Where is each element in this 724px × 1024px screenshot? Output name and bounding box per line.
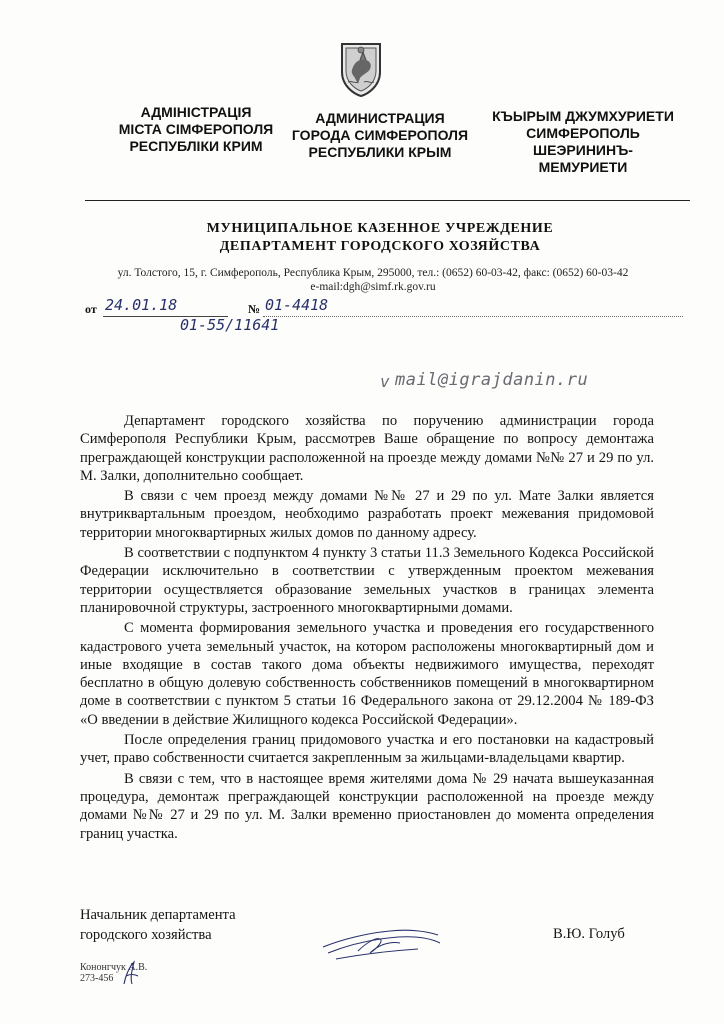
registration-block [85, 296, 685, 336]
header-right-line: МЕМУРИЕТИ [538, 159, 628, 175]
header-right-line: ШЕЭРИНИНЪ- [533, 142, 633, 158]
signatory-title [80, 905, 236, 945]
institution-line: ДЕПАРТАМЕНТ ГОРОДСКОГО ХОЗЯЙСТВА [219, 239, 541, 254]
number-label: № [248, 302, 261, 316]
registration-date: 24.01.18 [105, 296, 178, 314]
recipient-mark: v [380, 372, 390, 391]
header-center-line: ГОРОДА СИМФЕРОПОЛЯ [291, 127, 469, 143]
coat-of-arms-emblem [338, 40, 384, 98]
address-line: ул. Толстого, 15, г. Симферополь, Республика Крым, 295000, тел.: (0652) 60-03-42, факс: (0652) 60-03-42 [117, 267, 629, 279]
header-left [96, 104, 296, 155]
institution-line: МУНИЦИПАЛЬНОЕ КАЗЕННОЕ УЧРЕЖДЕНИЕ [206, 221, 554, 236]
header-right [478, 108, 688, 176]
registration-number: 01-4418 [265, 296, 329, 314]
paragraph: После определения границ придомового участка и его постановки на кадастровый учет, право собственности считается закрепленным за жильцами-владельцами квартир. [80, 732, 654, 767]
date-underline [103, 316, 228, 317]
header-right-line: СИМФЕРОПОЛЬ [526, 125, 640, 141]
paragraph: С момента формирования земельного участка и проведения его государственного кадастрового учета земельный участок, на котором расположены многоквартирный дом и иные входящие в состав такого дома объекты недвижимого имущества, переходят бесплатно в общую долевую собственность собственников помещений в многоквартирном доме в соответствии с пунктом 5 статьи 16 Федерального закона от 29.12.2004 № 189-ФЗ «О введении в действие Жилищного кодекса Российской Федерации». [80, 620, 654, 728]
executor-phone: 273-456 [80, 973, 114, 984]
institution-name [150, 220, 610, 256]
registration-ref: 01-55/11641 [180, 316, 280, 334]
header-divider [85, 200, 690, 201]
header-left-line: МІСТА СІМФЕРОПОЛЯ [118, 121, 274, 137]
number-underline [263, 316, 683, 317]
header-left-line: РЕСПУБЛІКИ КРИМ [129, 138, 263, 154]
paragraph: В связи с тем, что в настоящее время жителями дома № 29 начата вышеуказанная процедура, демонтаж преграждающей конструкции расположенной на проезде между домами №№ 27 и 29 по ул. М. Залки временно приостановлен до момента определения границ участка. [80, 770, 654, 842]
header-center [280, 110, 480, 161]
contact-address [88, 266, 658, 294]
header-center-line: РЕСПУБЛИКИ КРЫМ [308, 144, 452, 160]
signatory-name: В.Ю. Голуб [553, 926, 625, 942]
paragraph: В соответствии с подпунктом 4 пункту 3 статьи 11.3 Земельного Кодекса Российской Федерации исключительно в соответствии с утвержденным проектом межевания территории осуществляется образование земельных участков в границах элемента планировочной структуры, застроенного многоквартирными домами. [80, 545, 654, 616]
header-center-line: АДМИНИСТРАЦИЯ [315, 110, 445, 126]
paragraph: Департамент городского хозяйства по поручению администрации города Симферополя Республики Крым, рассмотрев Ваше обращение по вопросу демонтажа преграждающей конструкции расположенной на проезде между домами №№ 27 и 29 по ул. М. Залки, дополнительно сообщает. [80, 413, 654, 484]
header-right-line: КЪЫРЫМ ДЖУМХУРИЕТИ [492, 108, 674, 124]
executor-initials-mark [120, 958, 142, 988]
letter-body [80, 412, 654, 843]
signatory-title-line: Начальник департамента [80, 907, 236, 923]
header-left-line: АДМІНІСТРАЦІЯ [140, 104, 252, 120]
from-label: от [85, 302, 97, 316]
email-line: e-mail:dgh@simf.rk.gov.ru [310, 281, 436, 293]
executor-name: Кононгчук А.В. [80, 962, 148, 973]
signatory-title-line: городского хозяйства [80, 927, 212, 943]
recipient-email: mail@igrajdanin.ru [395, 370, 589, 390]
paragraph: В связи с чем проезд между домами №№ 27 и 29 по ул. Мате Залки является внутриквартальным проездом, необходимо разработать проект межевания придомовой территории многоквартирных жилых домов по данному адресу. [80, 488, 654, 541]
handwritten-signature [318, 915, 448, 965]
